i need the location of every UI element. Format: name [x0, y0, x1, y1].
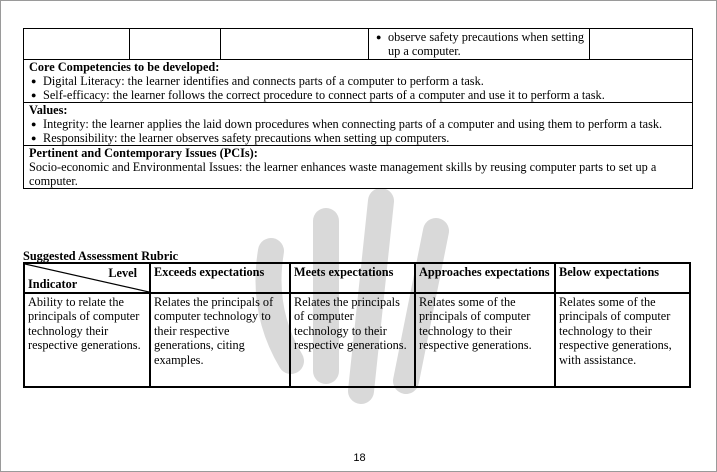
- rubric-row: [24, 293, 690, 387]
- list-item: ● Responsibility: the learner observes safety precautions when setting up computers.: [43, 131, 687, 145]
- rubric-title: Suggested Assessment Rubric: [23, 249, 179, 263]
- empty-cell: [221, 29, 369, 60]
- rubric-cell: Relates the principals of computer technology to their respective generations, citing examples.: [150, 293, 290, 387]
- empty-cell: [130, 29, 221, 60]
- rubric-header: Meets expectations: [290, 263, 415, 293]
- activity-row: [24, 29, 693, 60]
- competencies-table: [23, 28, 693, 189]
- page-number: 18: [353, 452, 366, 464]
- activity-cell: [369, 29, 590, 60]
- rubric-header-row: [24, 263, 690, 293]
- rubric-cell: Relates some of the principals of computer technology to their respective generations, with assistance.: [555, 293, 690, 387]
- list-item: ● Digital Literacy: the learner identifies and connects parts of a computer to perform a task.: [43, 74, 687, 88]
- corner-indicator-label: Indicator: [28, 276, 78, 291]
- pcis-text: Socio-economic and Environmental Issues: the learner enhances waste management skills by reusing computer parts to set up a computer.: [29, 160, 657, 188]
- rubric-header: Exceeds expectations: [150, 263, 290, 293]
- list-item: ● Integrity: the learner applies the laid down procedures when connecting parts of a computer and using them to perform a task.: [43, 117, 687, 131]
- rubric-cell: Relates the principals of computer technology to their respective generations.: [290, 293, 415, 387]
- rubric-corner-cell: [24, 263, 150, 293]
- empty-cell: [24, 29, 130, 60]
- section-heading: Core Competencies to be developed:: [29, 60, 220, 74]
- empty-cell: [590, 29, 693, 60]
- values-row: [24, 103, 693, 146]
- core-competencies-row: [24, 60, 693, 103]
- assessment-rubric-table: [23, 262, 691, 388]
- list-item: ● observe safety precautions when setting up a computer.: [388, 30, 584, 58]
- rubric-header: Approaches expectations: [415, 263, 555, 293]
- pcis-row: [24, 146, 693, 189]
- rubric-indicator: Ability to relate the principals of computer technology their respective generations.: [24, 293, 150, 387]
- section-heading: Values:: [29, 103, 68, 117]
- list-item: ● Self-efficacy: the learner follows the correct procedure to connect parts of a computer and use it to perform a task.: [43, 88, 687, 102]
- rubric-cell: Relates some of the principals of computer technology to their respective generations.: [415, 293, 555, 387]
- corner-level-label: Level: [108, 266, 137, 280]
- rubric-header: Below expectations: [555, 263, 690, 293]
- section-heading: Pertinent and Contemporary Issues (PCIs):: [29, 146, 258, 160]
